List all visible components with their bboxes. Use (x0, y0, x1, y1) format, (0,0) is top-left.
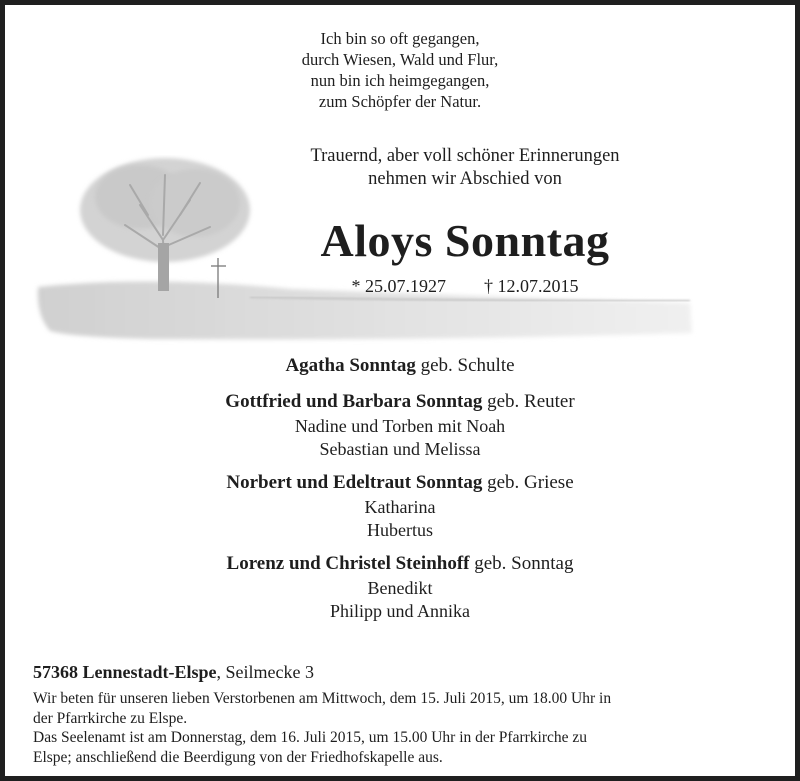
intro-line: Trauernd, aber voll schöner Erinnerungen (310, 146, 620, 166)
family-member: Philipp und Annika (329, 600, 470, 621)
family-member: Nadine und Torben mit Noah (294, 416, 506, 436)
notice-line: der Pfarrkirche zu Elspe. (33, 709, 188, 727)
deceased-name: Aloys Sonntag (320, 215, 610, 266)
family-member: Benedikt (367, 578, 433, 598)
notice-line: Das Seelenamt ist am Donnerstag, dem 16. Juli 2015, um 15.00 Uhr in der Pfarrkirche zu (33, 729, 588, 746)
family-head (5, 353, 795, 379)
intro-text (5, 145, 795, 191)
family-head (5, 470, 795, 496)
service-notice (33, 689, 775, 767)
notice-line: Elspe; anschließend die Beerdigung von der Friedhofskapelle aus. (33, 748, 443, 766)
family-head-name: Lorenz und Christel Steinhoff (226, 553, 470, 574)
family-head-name: Norbert und Edeltraut Sonntag (226, 472, 483, 493)
poem-line: durch Wiesen, Wald und Flur, (301, 50, 499, 69)
family-head-name: Agatha Sonntag (285, 355, 416, 376)
maiden-name: geb. Reuter (482, 391, 575, 412)
family-member: Sebastian und Melissa (319, 438, 481, 459)
maiden-name: geb. Sonntag (469, 553, 574, 574)
life-dates (5, 275, 795, 297)
family-member: Hubertus (367, 519, 433, 540)
death-date: † 12.07.2015 (484, 276, 579, 296)
family-head (5, 389, 795, 415)
poem-line: zum Schöpfer der Natur. (318, 92, 482, 111)
address (33, 660, 775, 684)
family-group (5, 353, 795, 379)
family-head-name: Gottfried und Barbara Sonntag (225, 391, 483, 412)
family-head (5, 551, 795, 577)
family-group (5, 389, 795, 460)
address-street: , Seilmecke 3 (216, 662, 314, 682)
birth-date: * 25.07.1927 (351, 276, 446, 296)
notice-line: Wir beten für unseren lieben Verstorbenen am Mittwoch, dem 15. Juli 2015, um 18.00 Uhr in (33, 690, 612, 707)
poem-line: Ich bin so oft gegangen, (320, 29, 480, 48)
intro-line: nehmen wir Abschied von (368, 169, 562, 189)
family-member: Katharina (364, 497, 436, 517)
service-info (33, 660, 775, 767)
family-list (5, 353, 795, 632)
poem-line: nun bin ich heimgegangen, (310, 71, 490, 90)
maiden-name: geb. Griese (482, 472, 574, 493)
poem (5, 28, 795, 112)
maiden-name: geb. Schulte (415, 355, 515, 376)
family-group (5, 470, 795, 541)
address-city: 57368 Lennestadt-Elspe (33, 662, 217, 682)
family-group (5, 551, 795, 622)
